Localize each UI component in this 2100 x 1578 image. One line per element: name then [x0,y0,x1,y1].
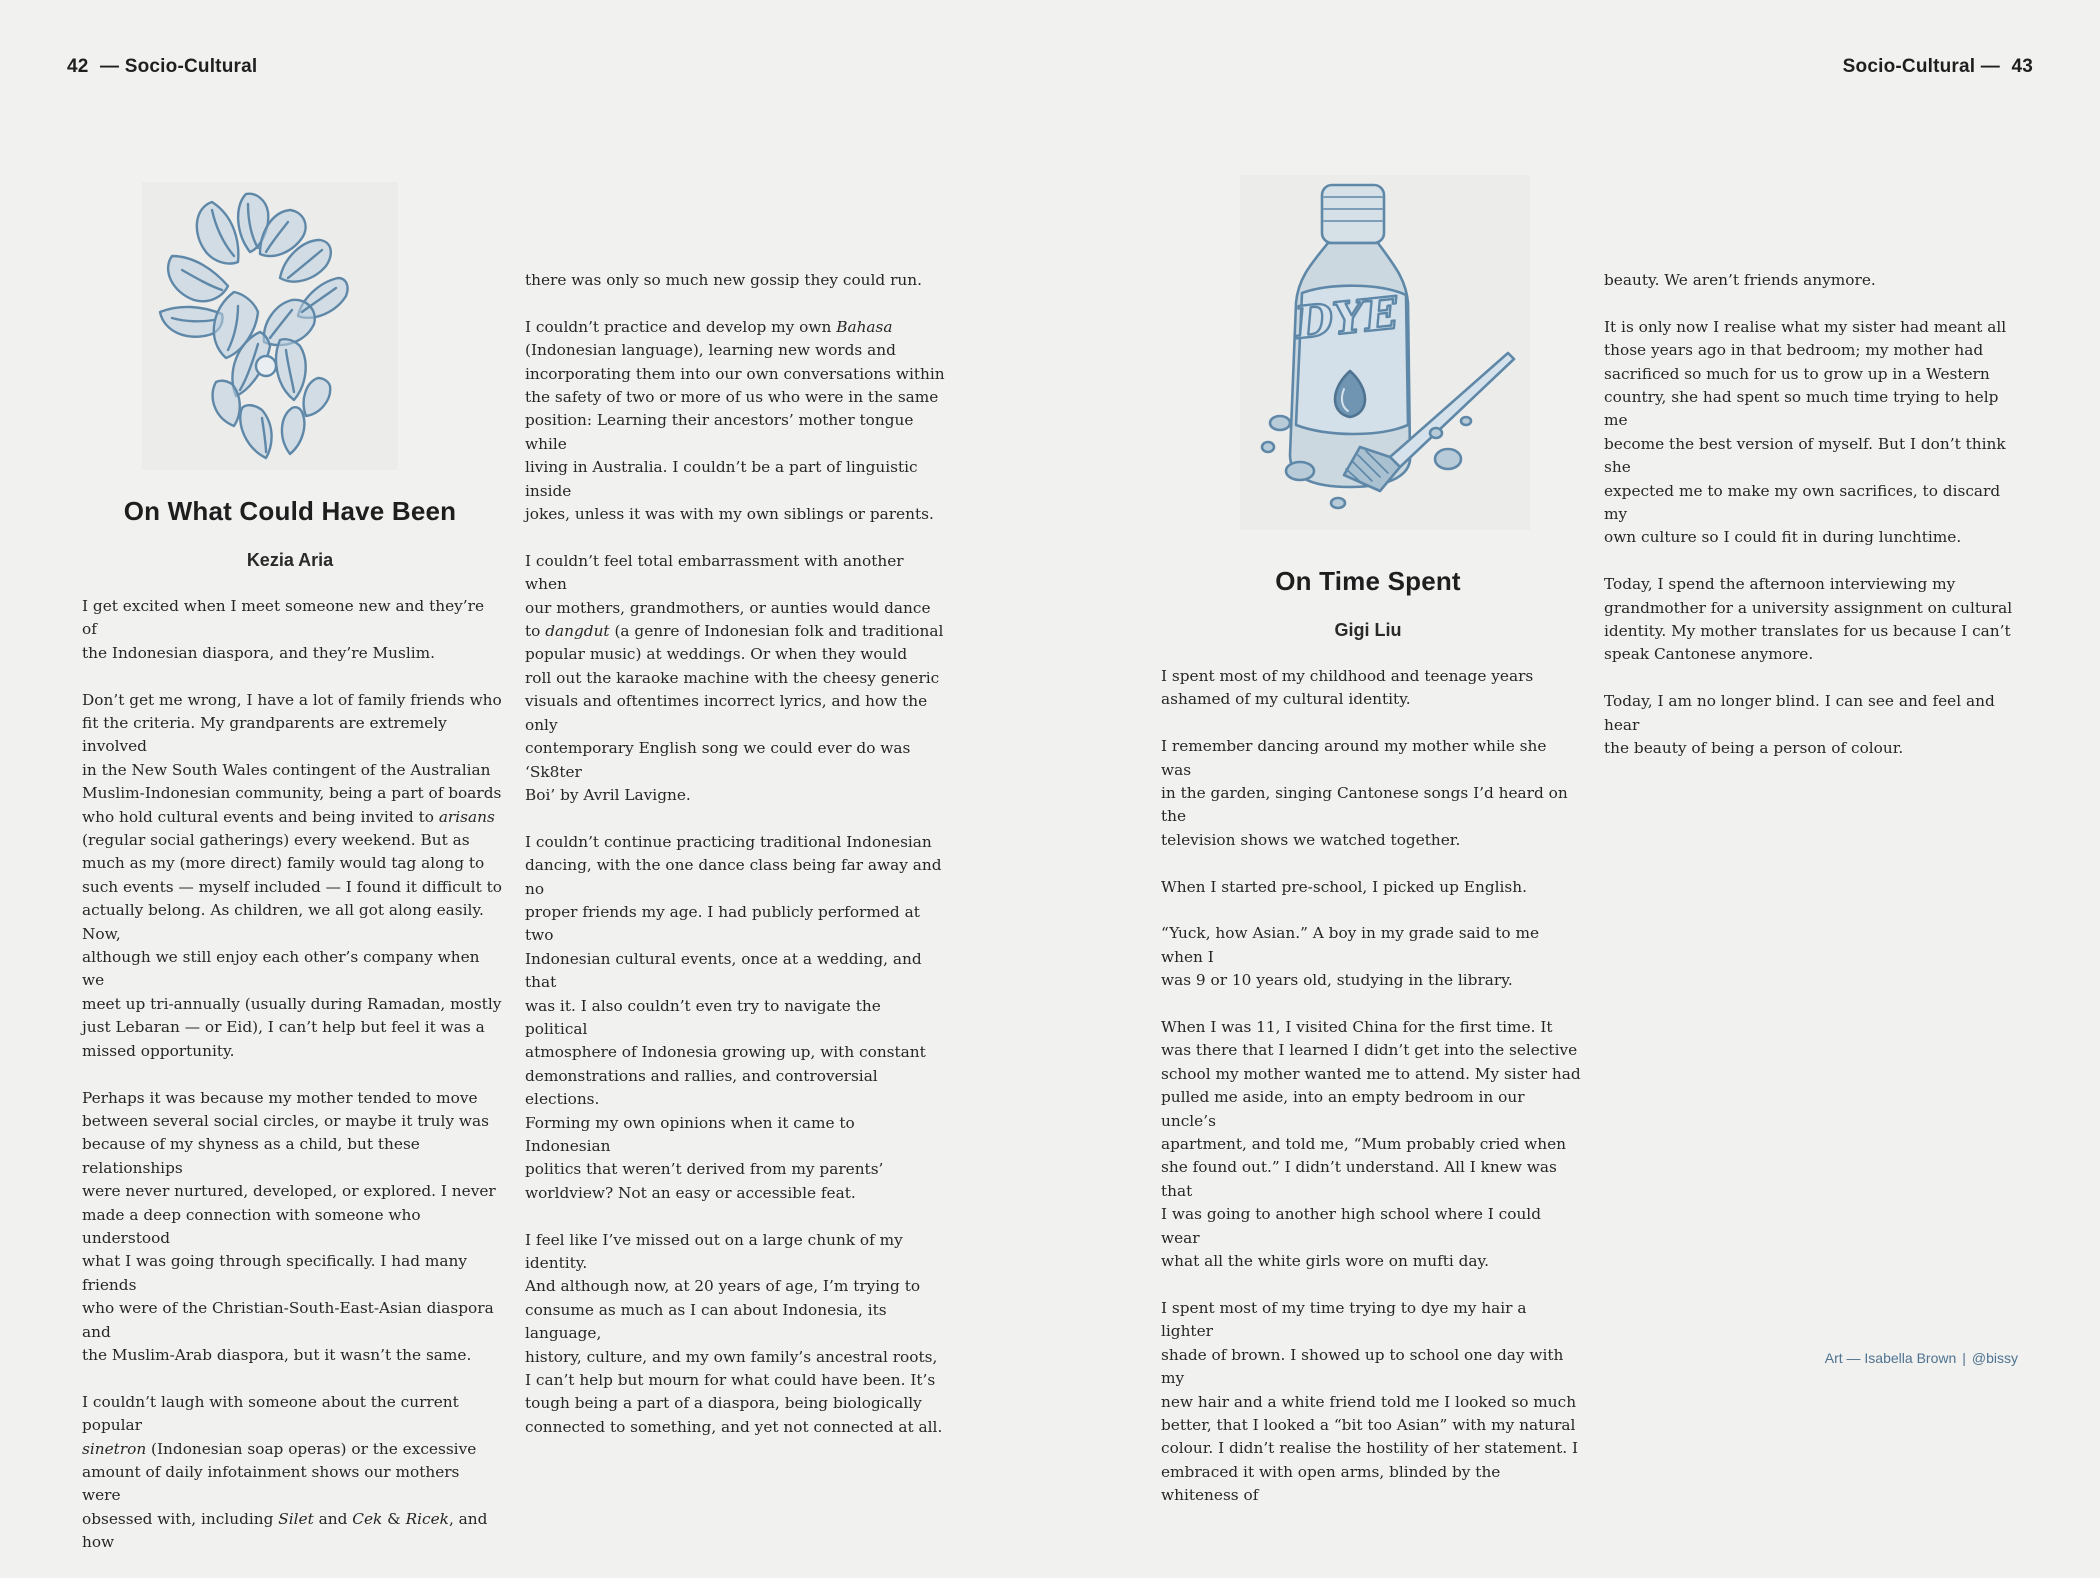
dye-bottle-illustration-icon [1240,175,1530,530]
article-column [525,269,945,1463]
paragraph: Perhaps it was because my mother tended to move between several social circles, or maybe it truly was because of my shyness as a child, but these relationships were never nurtured, developed, or explored. I never made a deep connection with someone who understood what I was going through specifically. I had many friends who were of the Christian-South-East-Asian diaspora and the Muslim-Arab diaspora, but it wasn’t the same. [82,1088,496,1364]
paragraph: Don’t get me wrong, I have a lot of family friends who fit the criteria. My grandparents are extremely involved in the New South Wales contingent of the Australian Muslim-Indonesian community, being a part of boards who hold cultural events and being invited to arisans (regular social gatherings) every weekend. But as much as my (more direct) family would tag along to such events — myself included — I found it difficult to actually belong. As children, we all got along easily. Now, although we still enjoy each other’s company when we meet up tri-annually (usually during Ramadan, mostly just Lebaran — or Eid), I can’t help but feel it was a missed opportunity. [82,690,502,1060]
paragraph: Today, I am no longer blind. I can see and feel and hear the beauty of being a person of colour. [1604,692,1995,758]
credit-separator: | [1962,1350,1966,1366]
paragraph: When I started pre-school, I picked up English. [1161,877,1527,896]
paragraph: “Yuck, how Asian.” A boy in my grade said to me when I was 9 or 10 years old, studying in the library. [1161,924,1540,990]
left-page-header [61,56,257,78]
left-page-number: 42 [67,56,89,77]
paragraph: there was only so much new gossip they could run. [525,271,922,289]
paragraph: I couldn’t continue practicing traditional Indonesian dancing, with the one dance class being far away and no proper friends my age. I had publicly performed at two Indonesian cultural events, once at a wedding, and that was it. I also couldn’t even try to navigate the political atmosphere of Indonesia growing up, with constant demonstrations and rallies, and controversial elections. Forming my own opinions when it came to Indonesian politics that weren’t derived from my parents’ worldview? Not an easy or accessible feat. [525,832,942,1202]
paragraph: I spent most of my time trying to dye my hair a lighter shade of brown. I showed up to school one day with my new hair and a white friend told me I looked so much better, that I looked a “bit too Asian” with my natural colour. I didn’t realise the hostility of her statement. I embraced it with open arms, blinded by the whiteness of [1161,1298,1578,1505]
paragraph: beauty. We aren’t friends anymore. [1604,271,1876,289]
article-column [1604,269,2024,784]
article-column [1161,665,1581,1531]
art-credit-handle: @bissy [1971,1350,2018,1366]
paragraph: Today, I spend the afternoon interviewing my grandmother for a university assignment on cultural identity. My mother translates for us because I can’t speak Cantonese anymore. [1604,575,2013,664]
paragraph: I remember dancing around my mother while she was in the garden, singing Cantonese songs I’d heard on the television shows we watched together. [1161,737,1568,849]
right-page-header [1843,56,2039,78]
article-title: On What Could Have Been [123,496,457,526]
paragraph: When I was 11, I visited China for the first time. It was there that I learned I didn’t get into the selective school my mother wanted me to attend. My sister had pulled me aside, into an empty bedroom in our uncle’s apartment, and told me, “Mum probably cried when she found out.” I didn’t understand. All I knew was that I was going to another high school where I could wear what all the white girls wore on mufti day. [1161,1018,1581,1271]
flower-illustration-icon [142,182,398,470]
paragraph: I couldn’t feel total embarrassment with another when our mothers, grandmothers, or aunties would dance to dangdut (a genre of Indonesian folk and traditional popular music) at weddings. Or when they would roll out the karaoke machine with the cheesy generic visuals and oftentimes incorrect lyrics, and how the only contemporary English song we could ever do was ‘Sk8ter Boi’ by Avril Lavigne. [525,551,944,804]
paragraph: I couldn’t laugh with someone about the current popular sinetron (Indonesian soap operas) or the excessive amount of daily infotainment shows our mothers were obsessed with, including Silet and Cek & Ricek, and how [82,1392,488,1552]
right-section-label: Socio-Cultural — [1842,56,2000,77]
paragraph: It is only now I realise what my sister had meant all those years ago in that bedroom; my mother had sacrificed so much for us to grow up in a Western country, she had spent so much time trying to help me become the best version of myself. But I don’t think she expected me to make my own sacrifices, to discard my own culture so I could fit in during lunchtime. [1604,317,2007,547]
paragraph: I feel like I’ve missed out on a large chunk of my identity. And although now, at 20 years of age, I’m trying to consume as much as I can about Indonesia, its language, history, culture, and my own family’s ancestral roots, I can’t help but mourn for what could have been. It’s tough being a part of a diaspora, being biologically connected to something, and yet not connected at all. [525,1230,943,1436]
paragraph: I spent most of my childhood and teenage years ashamed of my cultural identity. [1161,667,1534,709]
bottle-label-text: DYE [1292,287,1401,350]
article-author: Kezia Aria [246,550,334,570]
paragraph: I couldn’t practice and develop my own Bahasa (Indonesian language), learning new words and incorporating them into our own conversations within the safety of two or more of us who were in the same position: Learning their ancestors’ mother tongue while living in Australia. I couldn’t be a part of linguistic inside jokes, unless it was with my own siblings or parents. [525,317,945,524]
paragraph: I get excited when I meet someone new and they’re of the Indonesian diaspora, and they’re Muslim. [82,597,484,662]
left-section-label: — Socio-Cultural [100,56,258,77]
article-title: On Time Spent [1275,566,1461,596]
article-author: Gigi Liu [1334,620,1402,640]
right-page-number: 43 [2011,56,2033,77]
art-credit-name: Art — Isabella Brown [1824,1350,1957,1366]
art-credit [1825,1350,2018,1366]
